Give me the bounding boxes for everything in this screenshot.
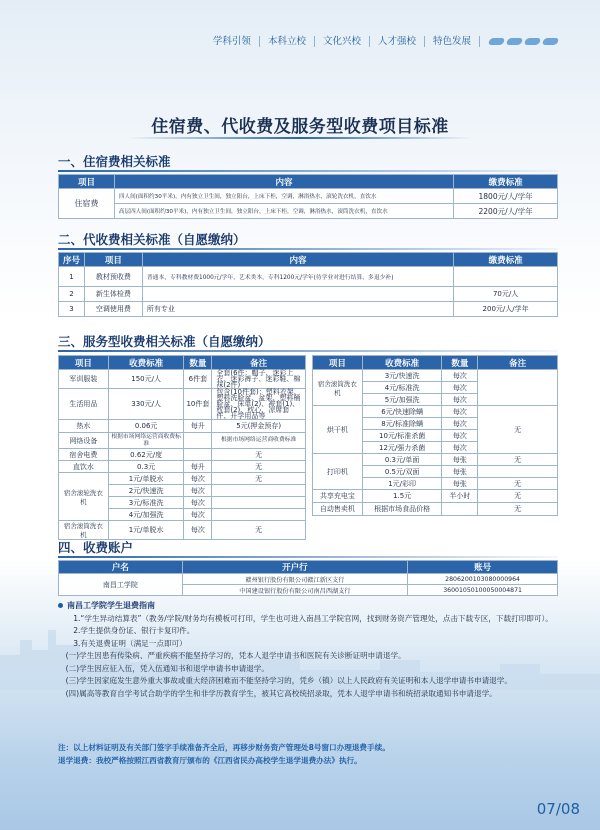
table-header: 序号 (59, 253, 85, 267)
service-fee-table-right (312, 355, 558, 516)
qty-cell: 每次 (184, 521, 212, 540)
fee-cell: 1元/单脱水 (108, 521, 184, 540)
guide-line: (一)学生因患有传染病、严重疾病不能坚持学习的，凭本人退学申请书和医院有关诊断证明申请退学。 (65, 651, 406, 660)
fee-cell: 70元/人 (454, 287, 558, 302)
note-line: 退学退费：我校严格按照江西省教育厅颁布的《江西省民办高校学生退学退费办法》执行。 (58, 755, 362, 765)
table-header: 收费标准 (108, 356, 184, 370)
table-header: 开户行 (182, 561, 407, 574)
note-cell: 无 (212, 521, 306, 540)
qty-cell: 每次 (442, 370, 478, 382)
table-row (59, 574, 558, 585)
guide-line: (二)学生因应征入伍，凭入伍通知书和退学申请书申请退学。 (65, 663, 269, 673)
item-cell: 宿舍电费 (59, 449, 109, 461)
section2-heading: 二、代收费相关标准（自愿缴纳） (58, 232, 246, 247)
fee-cell: 0.3元/单面 (362, 454, 442, 466)
note-cell (212, 485, 306, 497)
fee-cell: 3元/快速洗 (362, 370, 442, 382)
agency-fee-table (58, 252, 558, 317)
note-cell: 无 (478, 503, 558, 516)
qty-cell: 每次 (184, 485, 212, 497)
notes (58, 742, 558, 767)
fee-cell: 3元/标准洗 (108, 497, 184, 509)
table-row (313, 503, 558, 516)
no-cell: 3 (59, 302, 85, 317)
qty-cell: 每次 (442, 418, 478, 430)
bank-cell: 赣州银行股份有限公司赣江新区支行 (182, 574, 407, 585)
fee-cell: 12元/强力杀菌 (362, 442, 442, 454)
nav-item-1[interactable]: 学科引领 (205, 36, 260, 47)
qty-cell: 每次 (442, 442, 478, 454)
table-row (59, 189, 558, 204)
qty-cell: 每张 (442, 478, 478, 490)
section1-underline (58, 170, 558, 172)
qty-cell: 每次 (442, 394, 478, 406)
top-navigation (205, 36, 558, 47)
qty-cell: 每升 (184, 461, 212, 473)
table-header: 内容 (114, 175, 453, 189)
qty-cell: 6件套 (184, 370, 212, 389)
title-underline (128, 137, 472, 139)
accommodation-fee-table (58, 174, 558, 219)
guide-line: 2.学生提供身份证、银行卡复印件。 (73, 626, 195, 635)
guide-line: 3.有关退费证明（满足一点即可） (73, 638, 187, 648)
table-row (313, 490, 558, 503)
table-header: 缴费标准 (454, 175, 558, 189)
item-cell: 生活用品 (59, 389, 109, 420)
content-cell: 所有专业 (142, 302, 453, 317)
note-cell: 无 (478, 454, 558, 466)
note-cell: 无 (478, 406, 558, 454)
table-row (59, 302, 558, 317)
section4-underline (58, 556, 558, 558)
item-cell: 烘干机 (313, 406, 363, 454)
note-cell: 无 (212, 473, 306, 485)
table-header: 数量 (184, 356, 212, 370)
content-cell (142, 287, 453, 302)
guide-title: 南昌工学院学生退费指南 (67, 601, 155, 610)
item-cell: 空调使用费 (84, 302, 142, 317)
item-cell: 共享充电宝 (313, 490, 363, 503)
page-title: 住宿费、代收费及服务型收费项目标准 (151, 117, 449, 137)
table-row (59, 370, 306, 389)
item-cell: 热水 (59, 420, 109, 433)
table-header: 户名 (59, 561, 183, 574)
item-cell: 直饮水 (59, 461, 109, 473)
section1-heading: 一、住宿费相关标准 (58, 154, 171, 169)
note-cell (478, 370, 558, 406)
note-cell (212, 509, 306, 521)
qty-cell: 10件套 (184, 389, 212, 420)
item-cell: 新生体检费 (84, 287, 142, 302)
guide-line: (三)学生因家庭发生意外重大事故或重大经济困难而不能坚持学习的，凭乡（镇）以上人民政府有关证明和本人退学申请书申请退学。 (65, 676, 512, 685)
qty-cell (442, 503, 478, 516)
fee-cell: 330元/人 (108, 389, 184, 420)
table-row (313, 406, 558, 418)
fee-cell: 1元/彩印 (362, 478, 442, 490)
qty-cell (184, 433, 212, 449)
qty-cell: 每次 (184, 497, 212, 509)
table-row (59, 521, 306, 540)
qty-cell: 每次 (184, 473, 212, 485)
table-row (59, 433, 306, 449)
fee-cell: 0.5元/双面 (362, 466, 442, 478)
fee-cell: 0.62元/度 (108, 449, 184, 461)
nav-item-5[interactable]: 特色发展 (425, 36, 480, 47)
note-cell: 全套(6件：帽子、迷彩上衣、迷彩裤子、迷彩鞋、棉袜(2件) (212, 370, 306, 389)
nav-item-3[interactable]: 文化兴校 (315, 36, 370, 47)
section2-underline (58, 248, 558, 250)
note-cell: 根据市场网络运营商收费标准 (212, 433, 306, 449)
table-header: 缴费标准 (454, 253, 558, 267)
table-row (313, 454, 558, 466)
section3-underline (58, 350, 558, 352)
fee-cell: 10元/标准杀菌 (362, 430, 442, 442)
fee-cell: 4元/标准洗 (362, 382, 442, 394)
note-cell: 无 (478, 478, 558, 490)
note-line: 注：以上材料证明及有关部门签字手续准备齐全后，再移步财务资产管理处8号窗口办理退费手续。 (58, 743, 390, 752)
fee-cell (454, 267, 558, 287)
table-row (59, 420, 306, 433)
fee-cell: 6元/快速除螨 (362, 406, 442, 418)
table-header: 收费标准 (362, 356, 442, 370)
table-row (59, 204, 558, 219)
table-row (59, 461, 306, 473)
qty-cell: 每张 (442, 466, 478, 478)
service-fee-table-left (58, 355, 306, 540)
fee-cell: 8元/标准除螨 (362, 418, 442, 430)
table-row (313, 370, 558, 382)
bullet-icon (58, 603, 63, 608)
fee-cell: 5元/加强洗 (362, 394, 442, 406)
item-cell: 宿舍滚筒洗衣机 (59, 521, 109, 540)
section3-heading: 三、服务型收费相关标准（自愿缴纳） (58, 334, 271, 349)
qty-cell: 每次 (442, 430, 478, 442)
item-cell: 教材预收费 (84, 267, 142, 287)
note-cell (212, 497, 306, 509)
qty-cell: 每次 (184, 509, 212, 521)
item-cell: 宿舍滚轮洗衣机 (59, 473, 109, 521)
guide-line: 1.“学生异动结算表”（教务/学院/财务均有模板可打印，学生也可进入南昌工学院官网，找到财务资产管理处，点击下载专区，下载打印即可）。 (73, 613, 553, 623)
fee-cell: 200元/人/学年 (454, 302, 558, 317)
guide-line: (四)属高等教育自学考试合助学的学生和非学历教育学生，被其它高校统招录取，凭本人退学申请书和统招录取通知书申请退学。 (65, 688, 497, 698)
note-cell: 包含(10件套)：塑料衣架、塑料洗脸盆、盆架、塑料桶脸盆、床单(2)、被套(1)、枕套(2)、枕心、凉席套件、开学用品等 (212, 389, 306, 420)
item-cell: 自动售卖机 (313, 503, 363, 516)
nav-item-2[interactable]: 本科立校 (260, 36, 315, 47)
fee-cell: 1800元/人/学年 (454, 189, 558, 204)
account-name-cell: 南昌工学院 (59, 574, 183, 596)
page-number: 07/08 (536, 800, 580, 818)
qty-cell: 每升 (184, 420, 212, 433)
qty-cell: 半小时 (442, 490, 478, 503)
note-cell (478, 466, 558, 478)
account-number-cell: 36001050100050004871 (408, 585, 558, 596)
item-cell: 宿舍滚筒洗衣机 (313, 370, 363, 406)
bank-cell: 中国建设银行股份有限公司南昌西湖支行 (182, 585, 407, 596)
content-cell: 四人间(面积约30平米)，内有独立卫生间，独立阳台，上床下柜，空调，淋浴热水，滚轮洗衣机，直饮水 (114, 189, 453, 204)
note-cell: 5元(押金预存) (212, 420, 306, 433)
nav-decoration (486, 38, 558, 45)
section4-heading: 四、收费账户 (58, 540, 134, 555)
note-cell: 无 (212, 449, 306, 461)
content-cell: 高层四人间(面积约30平米)，内有独立卫生间，独立阳台，上床下柜，空调，淋浴热水，滚筒洗衣机，直饮水 (114, 204, 453, 219)
fee-cell: 2200元/人/学年 (454, 204, 558, 219)
item-cell: 住宿费 (59, 189, 115, 219)
table-header: 项目 (84, 253, 142, 267)
table-header: 项目 (59, 175, 115, 189)
qty-cell: 每张 (442, 454, 478, 466)
qty-cell: 每次 (442, 382, 478, 394)
qty-cell: 每次 (442, 406, 478, 418)
payment-account-table (58, 560, 558, 596)
no-cell: 1 (59, 267, 85, 287)
fee-cell: 根据市场网络运营商收费标准 (108, 433, 184, 449)
table-header: 备注 (212, 356, 306, 370)
table-row (59, 287, 558, 302)
table-header: 内容 (142, 253, 453, 267)
table-row (59, 267, 558, 287)
account-number-cell: 2806200103080000964 (408, 574, 558, 585)
item-cell: 打印机 (313, 454, 363, 490)
table-row (59, 449, 306, 461)
fee-cell: 150元/人 (108, 370, 184, 389)
fee-cell: 0.3元 (108, 461, 184, 473)
fee-cell: 1.5元 (362, 490, 442, 503)
item-cell: 军训服装 (59, 370, 109, 389)
table-header: 账号 (408, 561, 558, 574)
table-row (59, 473, 306, 485)
fee-cell: 1元/单脱水 (108, 473, 184, 485)
table-header: 项目 (313, 356, 363, 370)
no-cell: 2 (59, 287, 85, 302)
fee-cell: 4元/加强洗 (108, 509, 184, 521)
item-cell: 网络设备 (59, 433, 109, 449)
qty-cell (184, 449, 212, 461)
fee-cell: 根据市场食品价格 (362, 503, 442, 516)
table-header: 数量 (442, 356, 478, 370)
fee-cell: 2元/快速洗 (108, 485, 184, 497)
table-header: 项目 (59, 356, 109, 370)
table-header: 备注 (478, 356, 558, 370)
table-row (59, 389, 306, 420)
note-cell: 无 (478, 490, 558, 503)
fee-cell: 0.06元 (108, 420, 184, 433)
refund-guide (58, 600, 558, 700)
content-cell: 普通本，专科教材费1000元/学年，艺术类本，专科1200元/学年(待学业对进行结算，多退少补) (142, 267, 453, 287)
nav-item-4[interactable]: 人才强校 (370, 36, 425, 47)
note-cell: 无 (212, 461, 306, 473)
